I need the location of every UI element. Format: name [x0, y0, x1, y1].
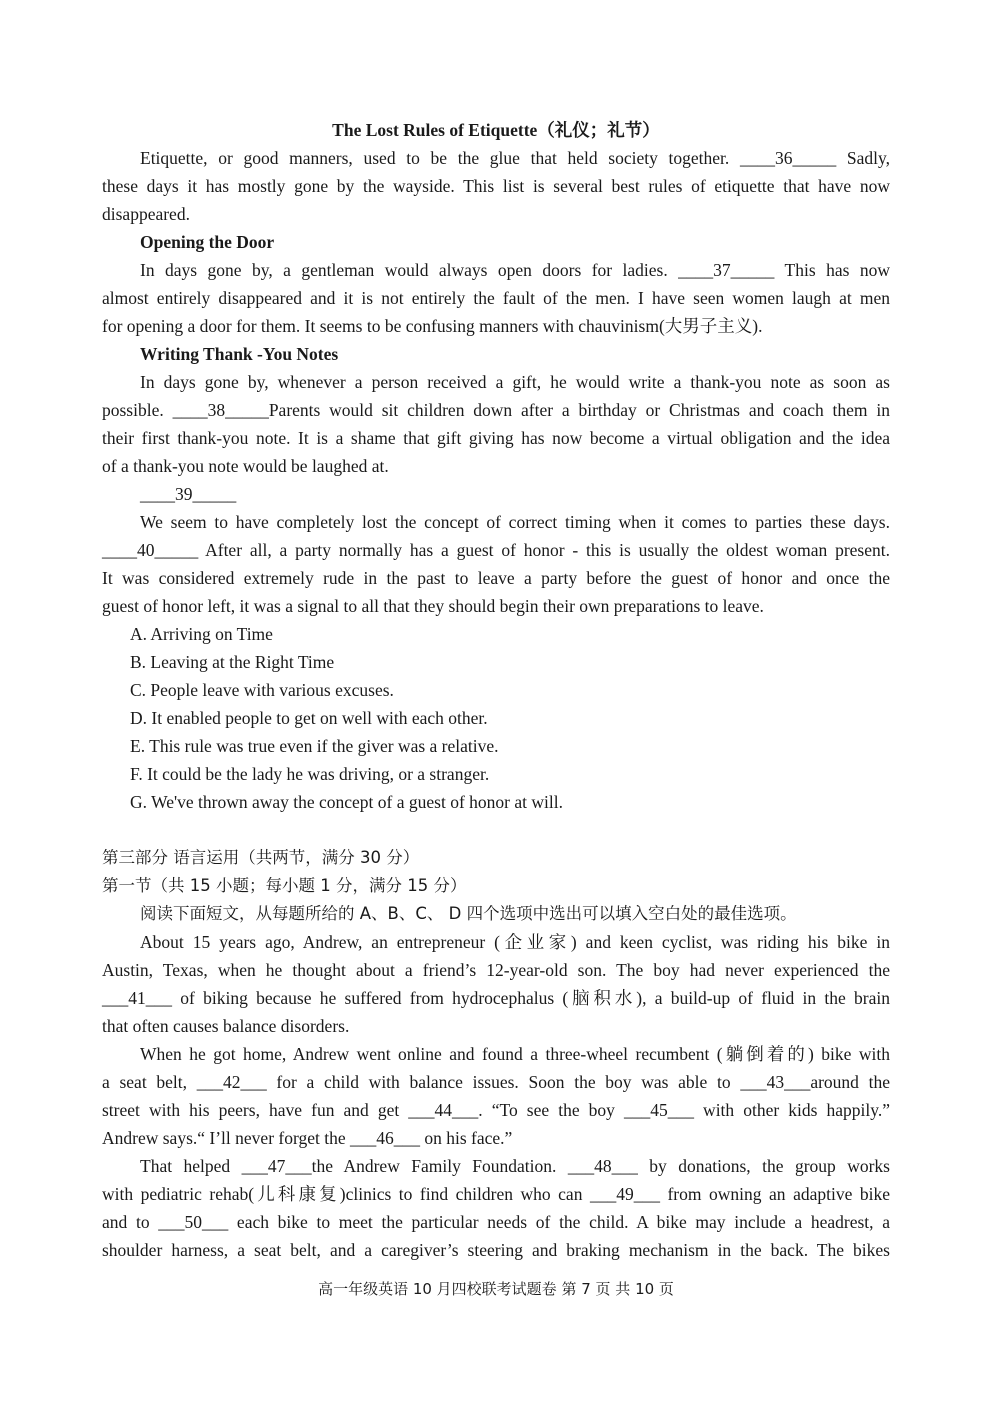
part-three-heading: 第三部分 语言运用（共两节，满分 30 分）: [102, 848, 420, 867]
exam-page: [102, 116, 890, 1264]
page-footer: 高一年级英语 10 月四校联考试题卷 第 7 页 共 10 页: [318, 1280, 674, 1298]
passage-title: The Lost Rules of Etiquette（礼仪；礼节）: [332, 120, 660, 140]
passage-line: almost entirely disappeared and it is not entirely the fault of the men. I have seen women laugh at men: [102, 288, 890, 308]
spacer: [102, 816, 890, 844]
cloze-line: About 15 years ago, Andrew, an entrepreneur (企业家) and keen cyclist, was riding his bike in: [140, 932, 890, 952]
option-g: G. We've thrown away the concept of a guest of honor at will.: [130, 792, 563, 812]
passage-line: possible. ____38_____Parents would sit children down after a birthday or Christmas and coach them in: [102, 400, 890, 420]
section-heading-thank-you-notes: Writing Thank -You Notes: [140, 344, 339, 364]
passage-line: these days it has mostly gone by the wayside. This list is several best rules of etiquette that have now: [102, 176, 890, 196]
instruction-text: 阅读下面短文，从每题所给的 A、B、C、 D 四个选项中选出可以填入空白处的最佳选项。: [140, 904, 797, 923]
cloze-line: a seat belt, ___42___ for a child with balance issues. Soon the boy was able to ___43___around the: [102, 1072, 890, 1092]
passage-line: In days gone by, a gentleman would always open doors for ladies. ____37_____ This has now: [140, 260, 890, 280]
cloze-line: Austin, Texas, when he thought about a friend’s 12-year-old son. The boy had never experienced the: [102, 960, 890, 980]
option-b: B. Leaving at the Right Time: [130, 652, 335, 672]
cloze-line: with pediatric rehab(儿科康复)clinics to find children who can ___49___ from owning an adaptive bike: [102, 1184, 890, 1204]
option-d: D. It enabled people to get on well with each other.: [130, 708, 488, 728]
passage-line: We seem to have completely lost the concept of correct timing when it comes to parties these days.: [140, 512, 890, 532]
passage-line: disappeared.: [102, 204, 190, 224]
passage-line: for opening a door for them. It seems to be confusing manners with chauvinism(大男子主义).: [102, 316, 763, 336]
blank-39-heading: ____39_____: [140, 484, 237, 504]
option-f: F. It could be the lady he was driving, or a stranger.: [130, 764, 490, 784]
cloze-line: When he got home, Andrew went online and found a three-wheel recumbent (躺倒着的) bike with: [140, 1044, 890, 1064]
passage-line: It was considered extremely rude in the past to leave a party before the guest of honor and once the: [102, 568, 890, 588]
cloze-line: and to ___50___ each bike to meet the particular needs of the child. A bike may include a headrest, a: [102, 1212, 890, 1232]
option-c: C. People leave with various excuses.: [130, 680, 394, 700]
passage-line: guest of honor left, it was a signal to all that they should begin their own preparations to leave.: [102, 596, 764, 616]
cloze-line: ___41___ of biking because he suffered from hydrocephalus (脑积水), a build-up of fluid in the brain: [102, 988, 890, 1008]
cloze-line: shoulder harness, a seat belt, and a caregiver’s steering and braking mechanism in the back. The bikes: [102, 1240, 890, 1260]
passage-line: their first thank-you note. It is a shame that gift giving has now become a virtual obligation and the idea: [102, 428, 890, 448]
cloze-line: Andrew says.“ I’ll never forget the ___46___ on his face.”: [102, 1128, 513, 1148]
cloze-line: That helped ___47___the Andrew Family Foundation. ___48___ by donations, the group works: [140, 1156, 890, 1176]
option-a: A. Arriving on Time: [130, 624, 273, 644]
section-one-heading: 第一节（共 15 小题；每小题 1 分，满分 15 分）: [102, 876, 467, 895]
passage-line: Etiquette, or good manners, used to be the glue that held society together. ____36_____ Sadly,: [140, 148, 890, 168]
section-heading-opening-door: Opening the Door: [140, 232, 275, 252]
cloze-line: street with his peers, have fun and get ___44___. “To see the boy ___45___ with other kids happily.”: [102, 1100, 890, 1120]
passage-line: In days gone by, whenever a person received a gift, he would write a thank-you note as soon as: [140, 372, 890, 392]
passage-line: ____40_____ After all, a party normally has a guest of honor - this is usually the oldest woman present.: [102, 540, 890, 560]
cloze-line: that often causes balance disorders.: [102, 1016, 350, 1036]
passage-line: of a thank-you note would be laughed at.: [102, 456, 389, 476]
option-e: E. This rule was true even if the giver was a relative.: [130, 736, 499, 756]
